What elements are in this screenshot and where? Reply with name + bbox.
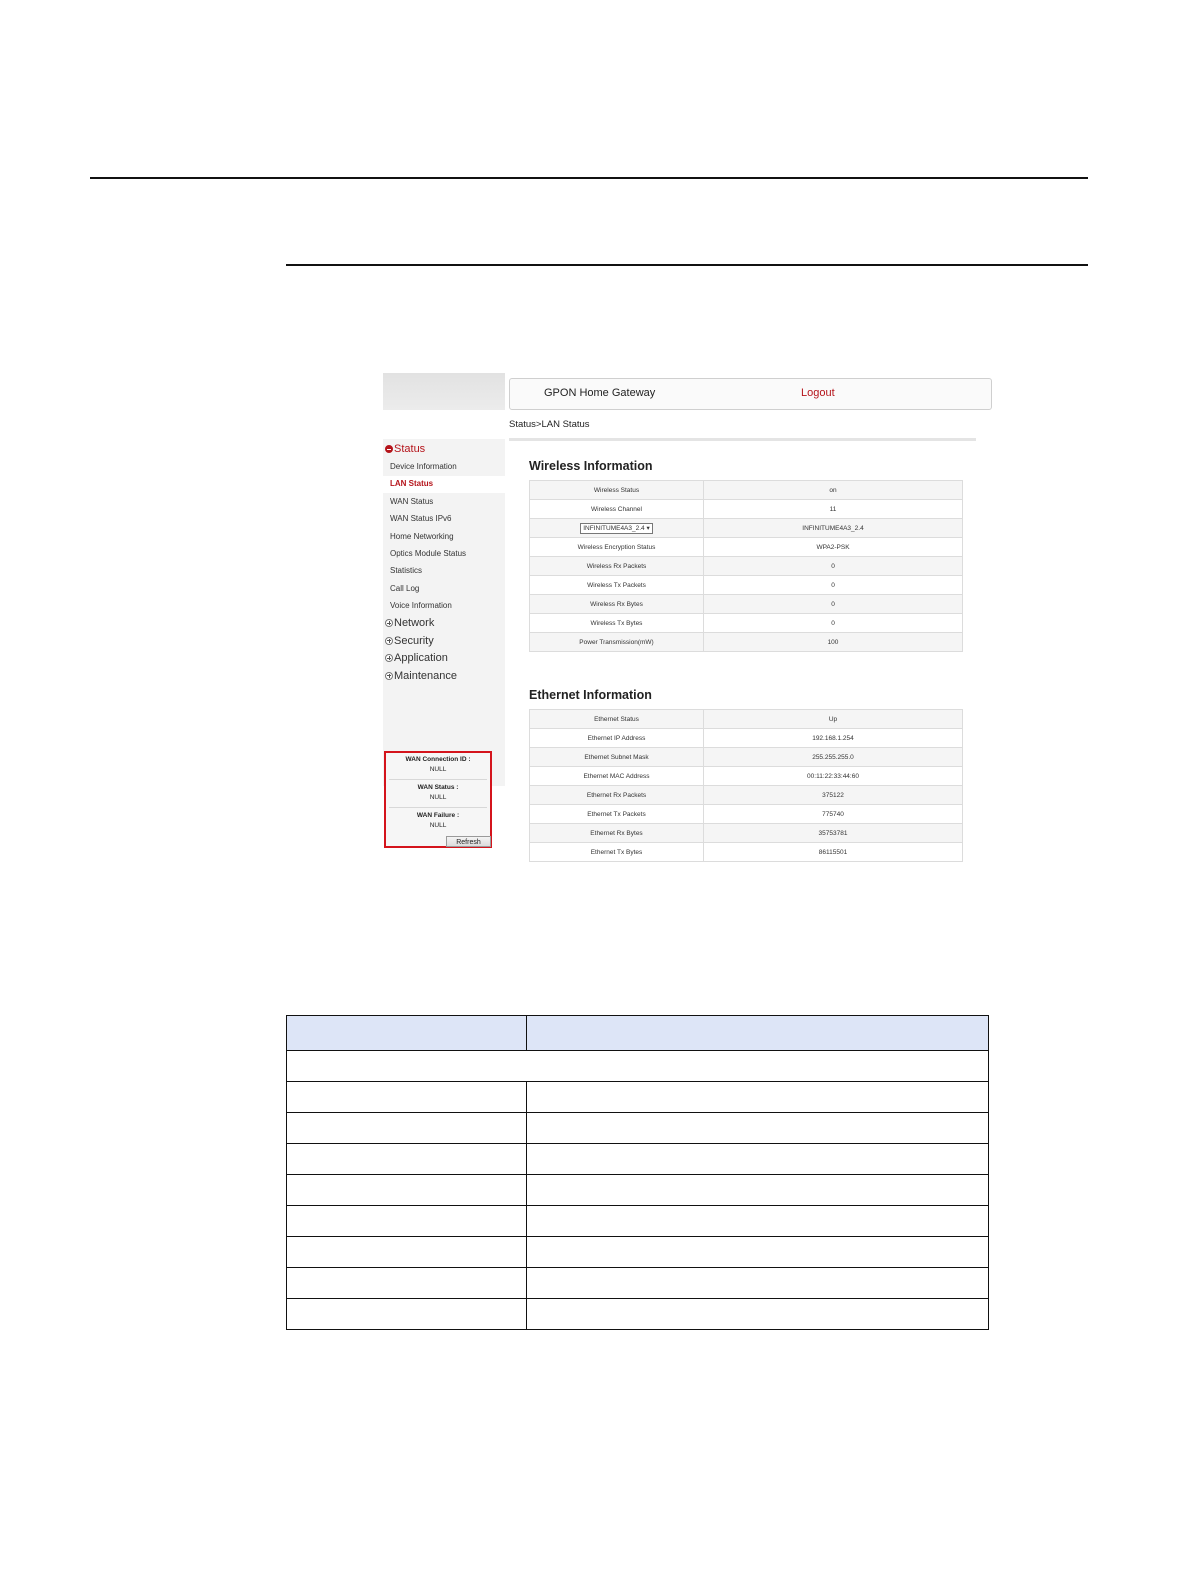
sidebar-header: [383, 373, 505, 410]
sidebar-item-statistics[interactable]: [383, 563, 505, 580]
table-row: [530, 805, 963, 824]
wan-connection-id-value: NULL: [429, 766, 447, 773]
row-label: Ethernet IP Address: [530, 729, 704, 748]
wan-failure-label: WAN Failure :: [416, 812, 460, 819]
sidebar-item-label: Optics Module Status: [390, 549, 467, 558]
table-row: [287, 1082, 989, 1113]
table-header-cell: [527, 1016, 989, 1051]
sidebar-item-label: Home Networking: [390, 531, 454, 541]
expand-icon: [385, 619, 393, 627]
table-row: [530, 633, 963, 652]
sidebar-item-voice-information[interactable]: [383, 598, 505, 615]
row-label: Ethernet Subnet Mask: [530, 748, 704, 767]
row-value: 775740: [704, 805, 963, 824]
row-value: 0: [704, 614, 963, 633]
row-label: [530, 519, 704, 538]
table-row: [530, 481, 963, 500]
table-row: [530, 786, 963, 805]
row-value: 11: [704, 500, 963, 519]
ethernet-table: [529, 709, 963, 862]
table-cell: [287, 1144, 527, 1175]
row-label: Ethernet Rx Packets: [530, 786, 704, 805]
table-cell: [287, 1206, 527, 1237]
sidebar-item-label: Statistics: [390, 566, 423, 576]
wan-failure: [386, 811, 490, 831]
table-cell: [287, 1175, 527, 1206]
row-label: Ethernet Tx Packets: [530, 805, 704, 824]
table-row: [530, 500, 963, 519]
sidebar-menu-label: Maintenance: [394, 669, 457, 682]
ssid-select-value: INFINITUME4A3_2.4: [583, 524, 645, 532]
table-cell: [287, 1082, 527, 1113]
table-row: [530, 595, 963, 614]
document-table: [286, 1015, 989, 1330]
wan-status: [386, 783, 490, 803]
table-row: [530, 538, 963, 557]
row-label: Ethernet Rx Bytes: [530, 824, 704, 843]
table-row: [530, 576, 963, 595]
table-row: [287, 1299, 989, 1330]
sidebar-item-lan-status[interactable]: [383, 476, 505, 493]
wan-connection-id: [386, 755, 490, 775]
collapse-icon: [385, 445, 393, 453]
wan-connection-id-label: WAN Connection ID :: [405, 756, 471, 763]
table-cell: [527, 1113, 989, 1144]
table-header-row: [287, 1016, 989, 1051]
ssid-select[interactable]: [580, 523, 653, 534]
sidebar-menu-maintenance[interactable]: [385, 670, 457, 682]
row-label: Ethernet Status: [530, 710, 704, 729]
row-value: 375122: [704, 786, 963, 805]
sidebar-menu-network[interactable]: [385, 617, 434, 629]
row-label: Wireless Tx Bytes: [530, 614, 704, 633]
sidebar-item-call-log[interactable]: [383, 581, 505, 598]
sidebar-menu-label: Status: [394, 443, 426, 455]
table-row: [287, 1268, 989, 1299]
row-label: Ethernet MAC Address: [530, 767, 704, 786]
app-title: GPON Home Gateway: [544, 387, 656, 399]
table-cell: [287, 1299, 527, 1330]
breadcrumb: Status>LAN Status: [509, 419, 590, 430]
wan-status-value: NULL: [429, 794, 447, 801]
table-cell: [527, 1082, 989, 1113]
table-cell: [287, 1268, 527, 1299]
sidebar-menu-label: Network: [394, 617, 435, 629]
wireless-table: [529, 480, 963, 652]
table-row: [530, 748, 963, 767]
sidebar-menu-application[interactable]: [385, 652, 448, 664]
row-label: Wireless Rx Bytes: [530, 595, 704, 614]
table-cell: [527, 1175, 989, 1206]
sidebar-item-label: Voice Information: [390, 601, 452, 611]
row-value: 0: [704, 595, 963, 614]
table-cell: [527, 1144, 989, 1175]
sidebar-item-label: LAN Status: [390, 479, 434, 489]
table-row: [530, 519, 963, 538]
row-label: Power Transmission(mW): [530, 633, 704, 652]
table-row: [287, 1237, 989, 1268]
refresh-button[interactable]: Refresh: [446, 836, 491, 847]
table-section-row: [287, 1051, 989, 1082]
sidebar-item-home-networking[interactable]: [383, 529, 505, 546]
breadcrumb-divider: [509, 438, 976, 441]
wan-status-label: WAN Status :: [417, 784, 459, 791]
table-cell: [287, 1051, 989, 1082]
sidebar-item-label: WAN Status IPv6: [390, 514, 452, 524]
sidebar-item-device-information[interactable]: [383, 459, 505, 476]
section-rule: [286, 264, 1088, 266]
table-row: [530, 729, 963, 748]
sidebar-menu-security[interactable]: [385, 635, 434, 647]
row-label: Ethernet Tx Bytes: [530, 843, 704, 862]
table-cell: [287, 1113, 527, 1144]
table-cell: [527, 1268, 989, 1299]
sidebar-item-wan-status-ipv6[interactable]: [383, 511, 505, 528]
row-value: Up: [704, 710, 963, 729]
sidebar-menu-status[interactable]: [385, 443, 425, 455]
wireless-title: Wireless Information: [529, 459, 653, 473]
row-value: WPA2-PSK: [704, 538, 963, 557]
row-label: Wireless Rx Packets: [530, 557, 704, 576]
table-row: [287, 1206, 989, 1237]
row-value: 00:11:22:33:44:60: [704, 767, 963, 786]
ethernet-title: Ethernet Information: [529, 688, 652, 702]
row-value: INFINITUME4A3_2.4: [704, 519, 963, 538]
header-banner: [509, 378, 992, 410]
table-cell: [527, 1206, 989, 1237]
sidebar-item-optics-module-status[interactable]: [383, 546, 505, 563]
wan-failure-value: NULL: [429, 822, 447, 829]
expand-icon: [385, 654, 393, 662]
row-value: 35753781: [704, 824, 963, 843]
divider: [389, 779, 487, 780]
row-label: Wireless Tx Packets: [530, 576, 704, 595]
row-value: 255.255.255.0: [704, 748, 963, 767]
table-row: [287, 1144, 989, 1175]
table-row: [530, 824, 963, 843]
table-cell: [527, 1237, 989, 1268]
sidebar-item-wan-status[interactable]: [383, 494, 505, 511]
expand-icon: [385, 637, 393, 645]
sidebar-item-label: WAN Status: [390, 496, 434, 506]
row-label: Wireless Encryption Status: [530, 538, 704, 557]
table-cell: [287, 1237, 527, 1268]
sidebar: [383, 439, 505, 846]
sidebar-menu-label: Application: [394, 652, 448, 664]
table-cell: [527, 1299, 989, 1330]
chevron-down-icon: ▾: [644, 524, 650, 532]
table-row: [287, 1113, 989, 1144]
table-header-cell: [287, 1016, 527, 1051]
top-rule: [90, 177, 1088, 179]
sidebar-menu-label: Security: [394, 634, 434, 647]
row-label: Wireless Channel: [530, 500, 704, 519]
wan-status-panel: [384, 751, 492, 848]
row-value: 100: [704, 633, 963, 652]
row-value: 0: [704, 576, 963, 595]
row-value: 0: [704, 557, 963, 576]
sidebar-item-label: Call Log: [390, 583, 420, 593]
sidebar-item-label: Device Information: [390, 462, 457, 471]
table-row: [287, 1175, 989, 1206]
expand-icon: [385, 672, 393, 680]
row-value: 192.168.1.254: [704, 729, 963, 748]
row-value: 86115501: [704, 843, 963, 862]
row-label: Wireless Status: [530, 481, 704, 500]
gateway-screenshot: [383, 373, 993, 870]
logout-link[interactable]: Logout: [801, 387, 835, 399]
divider: [389, 807, 487, 808]
row-value: on: [704, 481, 963, 500]
table-row: [530, 557, 963, 576]
table-row: [530, 614, 963, 633]
table-row: [530, 843, 963, 862]
table-row: [530, 767, 963, 786]
table-row: [530, 710, 963, 729]
